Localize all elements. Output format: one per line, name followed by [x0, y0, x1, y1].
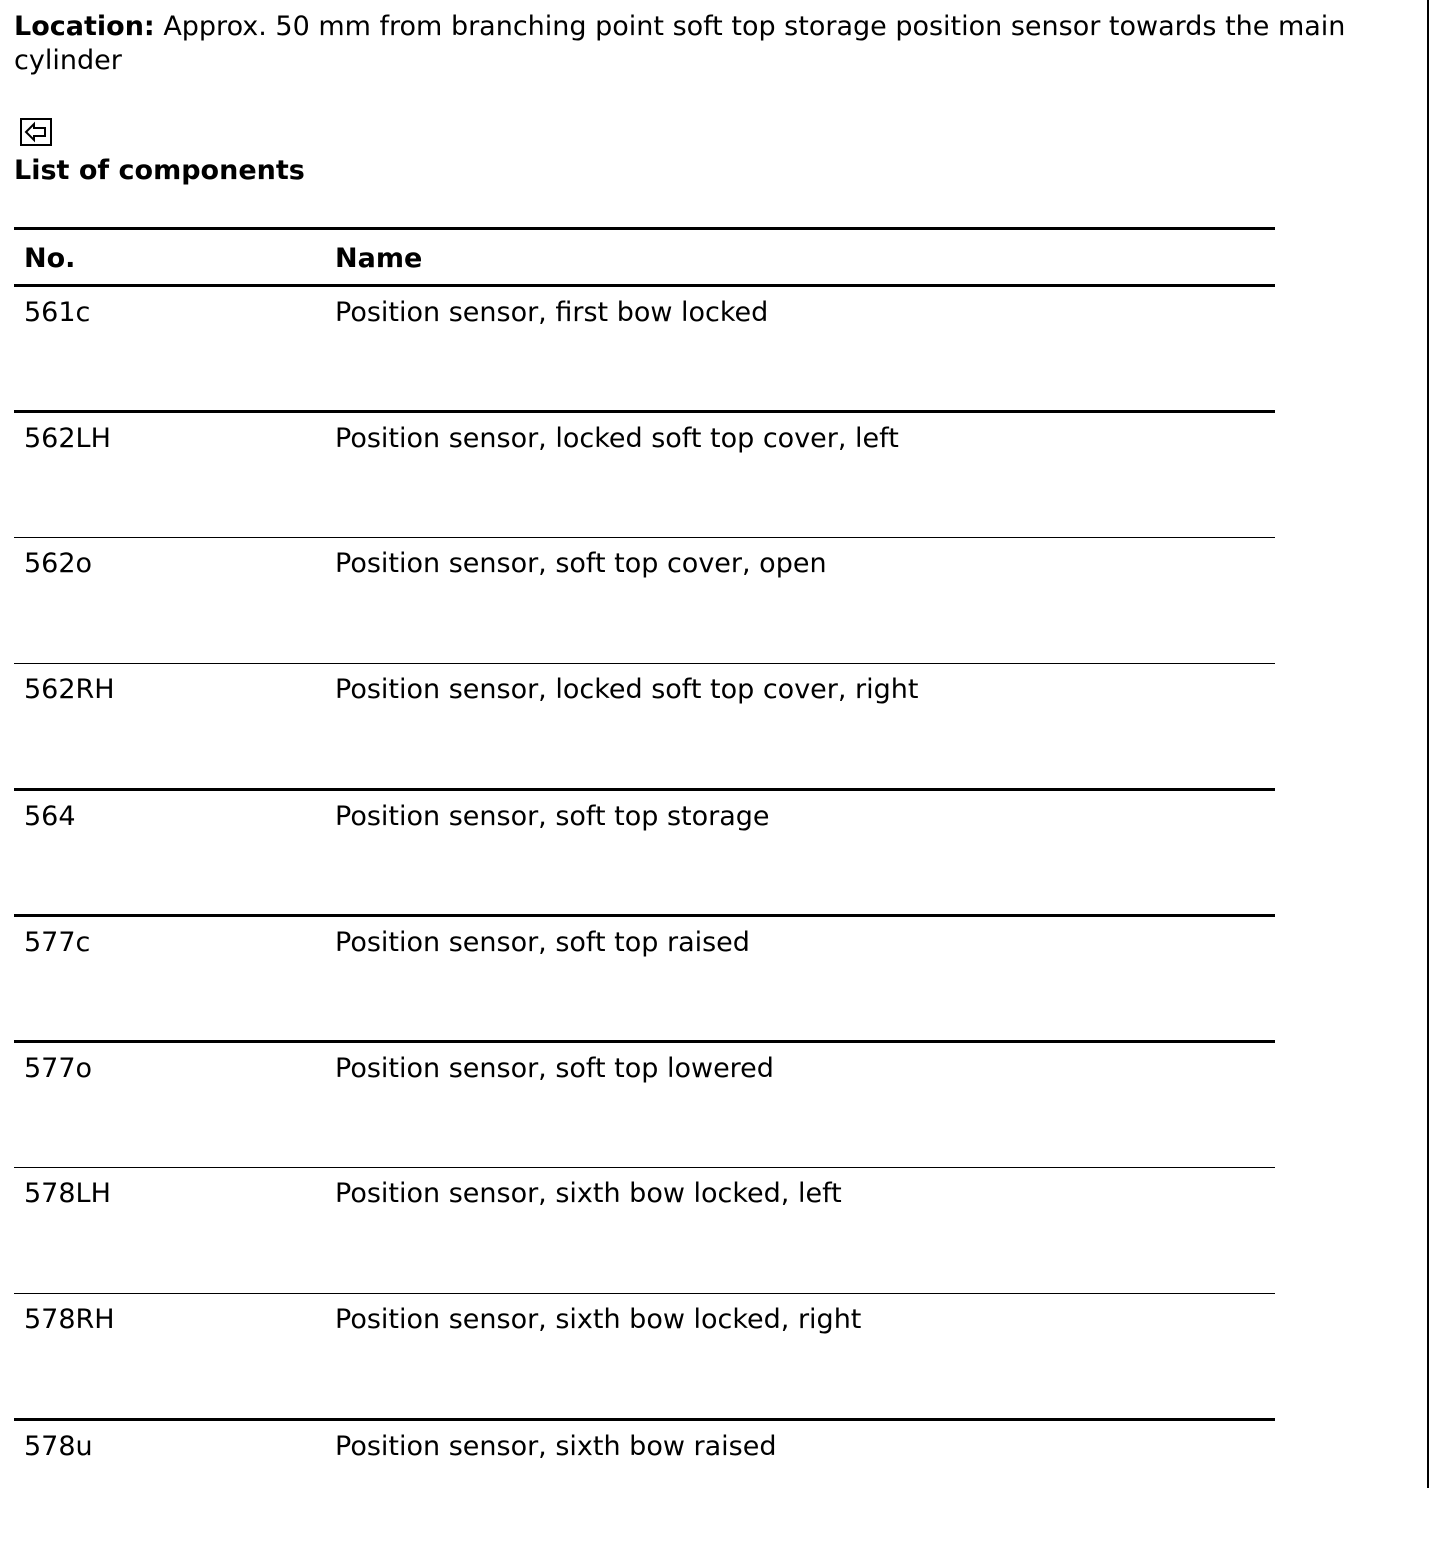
cell-name: Position sensor, sixth bow raised — [325, 1420, 1275, 1546]
table-header-row — [14, 229, 1275, 286]
cell-name: Position sensor, soft top lowered — [325, 1042, 1275, 1168]
cell-no: 561c — [24, 297, 91, 328]
header-no: No. — [14, 229, 325, 286]
cell-name: Position sensor, locked soft top cover, left — [325, 412, 1275, 538]
table-row — [14, 790, 1275, 916]
cell-no: 578RH — [14, 1294, 325, 1420]
table-row — [14, 538, 1275, 664]
cell-name: Position sensor, first bow locked — [335, 297, 769, 328]
location-text: Approx. 50 mm from branching point soft top storage position sensor towards the main cylinder — [14, 11, 1346, 76]
cell-no: 578LH — [14, 1168, 325, 1294]
cell-no: 564 — [14, 790, 325, 916]
table-row — [14, 1420, 1275, 1546]
cell-name: Position sensor, locked soft top cover, right — [325, 664, 1275, 790]
cell-name: Position sensor, sixth bow locked, right — [325, 1294, 1275, 1420]
cell-name: Position sensor, soft top cover, open — [325, 538, 1275, 664]
cell-no: 578u — [14, 1420, 325, 1546]
components-table — [14, 227, 1275, 1546]
location-paragraph — [14, 10, 1414, 78]
cell-no: 562LH — [14, 412, 325, 538]
table-row — [14, 916, 1275, 1042]
table-row — [14, 1042, 1275, 1168]
page-right-border — [1427, 0, 1429, 1488]
cell-no: 577c — [14, 916, 325, 1042]
back-arrow-icon[interactable] — [20, 118, 52, 146]
table-row — [14, 664, 1275, 790]
table-row — [14, 1168, 1275, 1294]
cell-no: 562RH — [14, 664, 325, 790]
cell-no: 577o — [14, 1042, 325, 1168]
cell-no: 562o — [14, 538, 325, 664]
cell-name: Position sensor, soft top storage — [325, 790, 1275, 916]
section-title: List of components — [14, 155, 305, 186]
table-row — [14, 412, 1275, 538]
cell-name: Position sensor, sixth bow locked, left — [325, 1168, 1275, 1294]
location-label: Location: — [14, 11, 155, 42]
header-name: Name — [325, 229, 1275, 286]
table-row — [14, 286, 1275, 412]
table-row — [14, 1294, 1275, 1420]
cell-name: Position sensor, soft top raised — [325, 916, 1275, 1042]
